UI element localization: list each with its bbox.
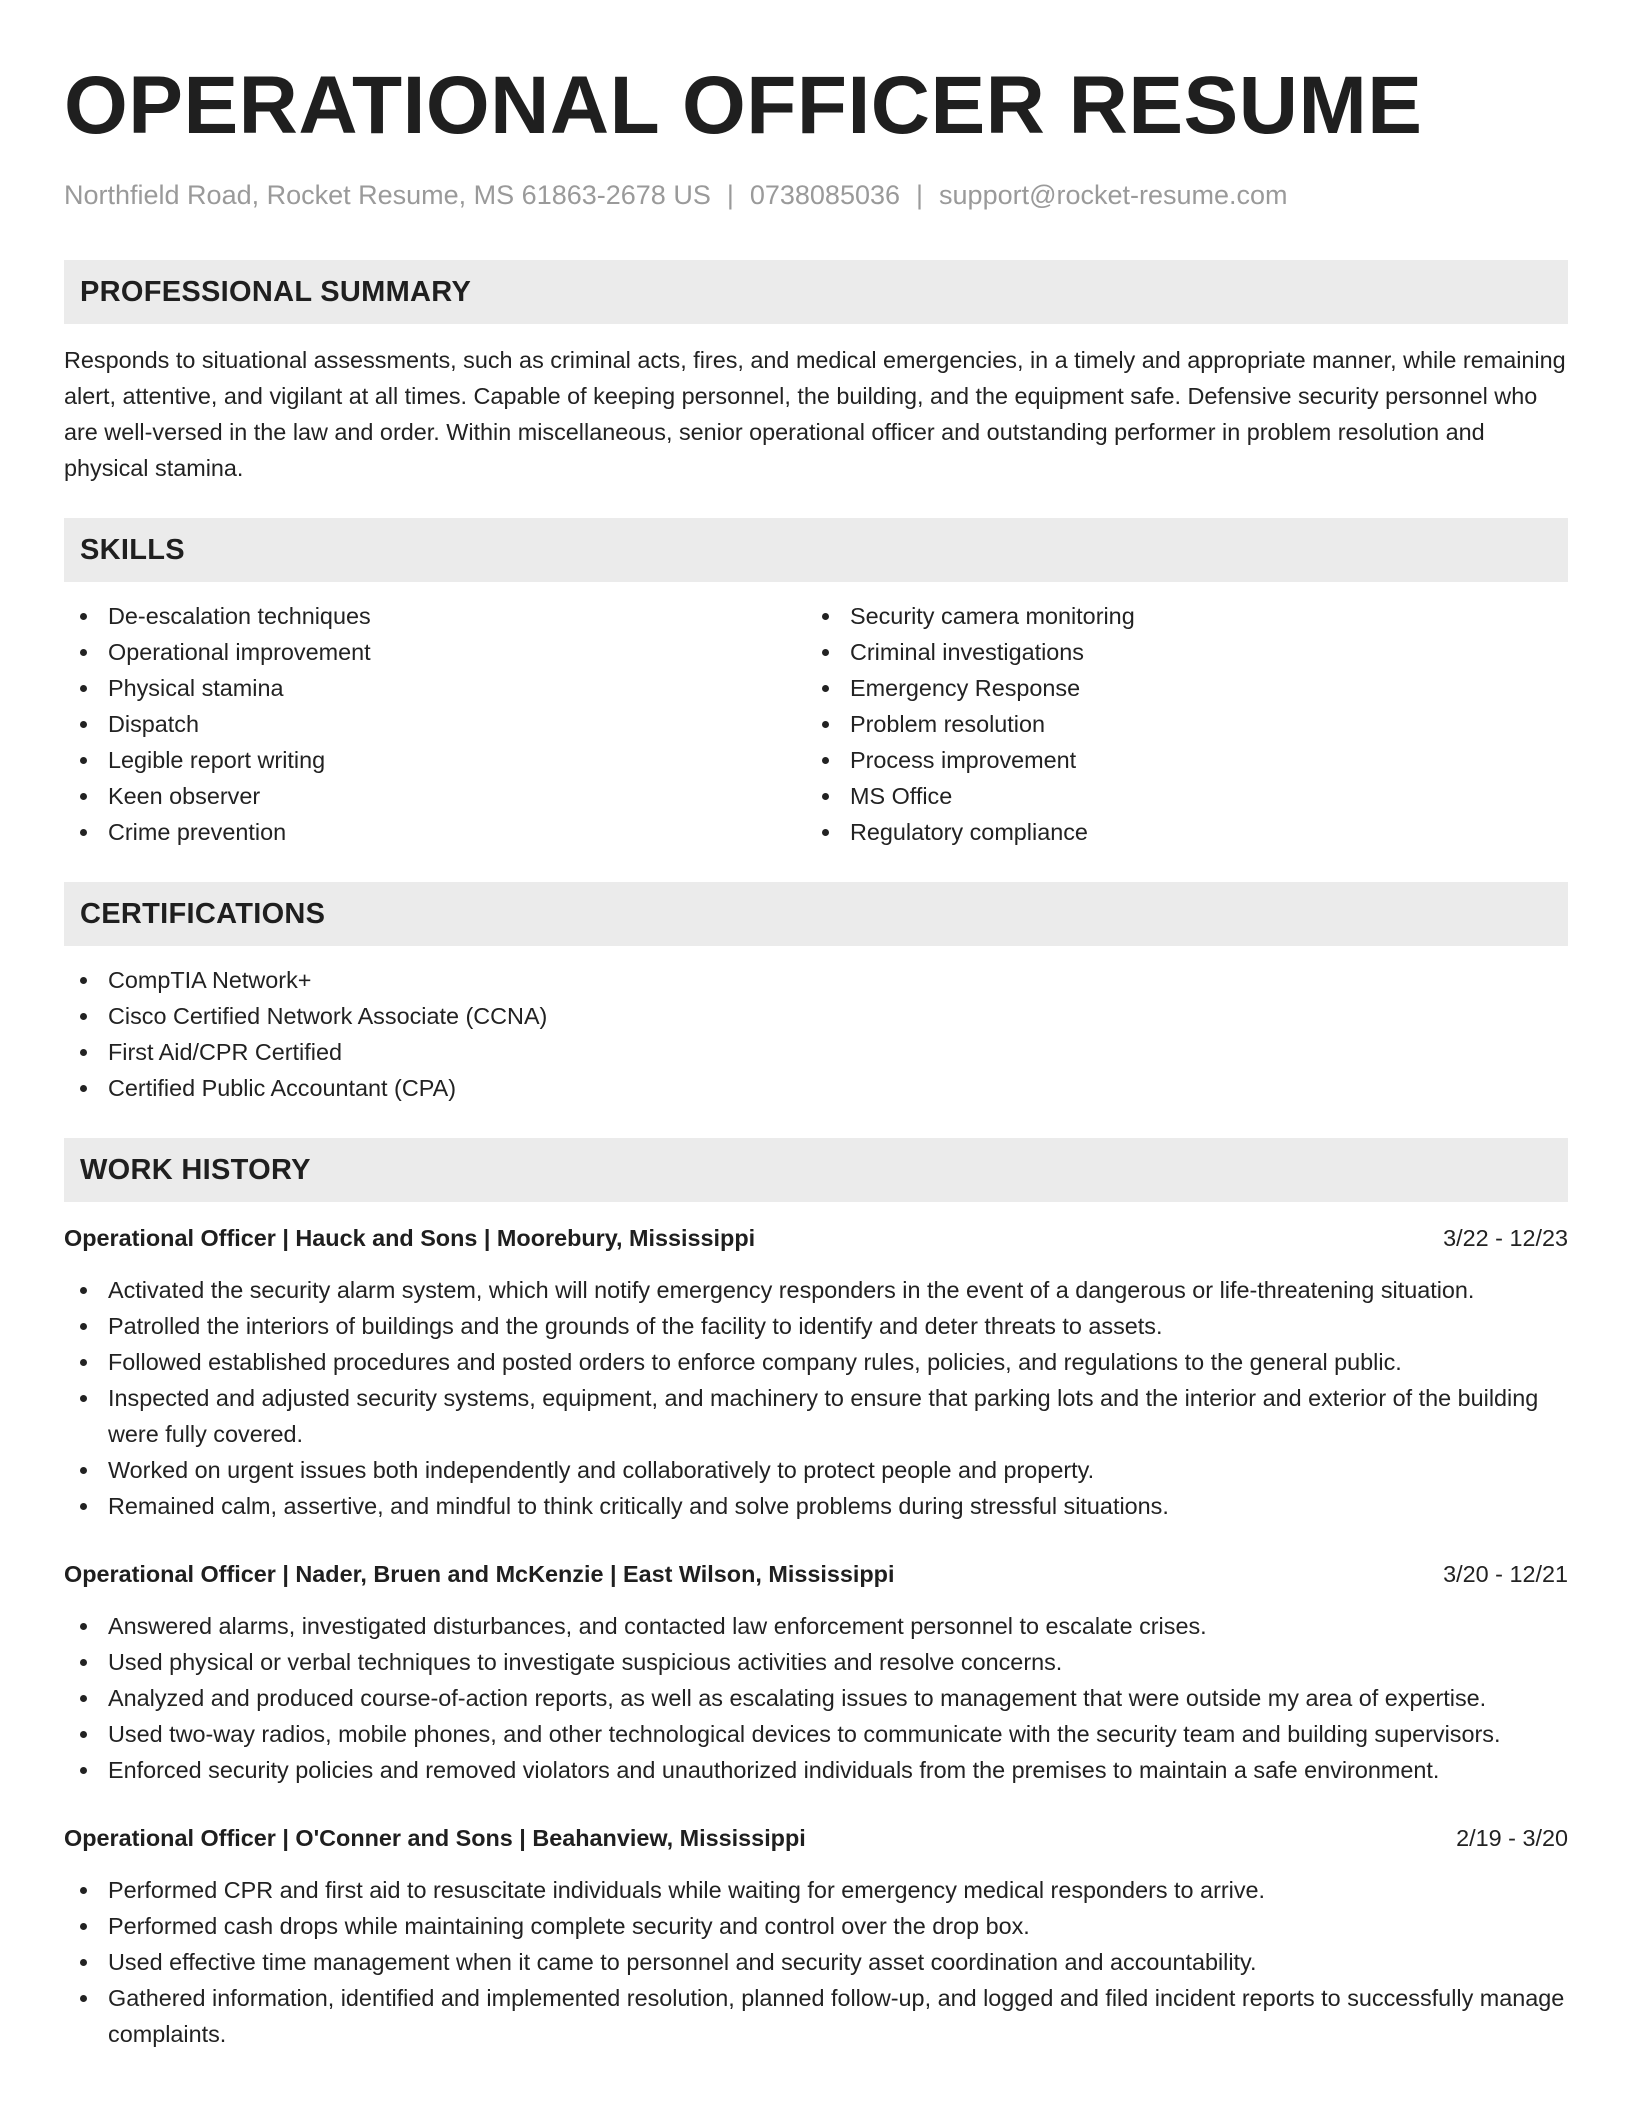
job-bullet: Inspected and adjusted security systems, equipment, and machinery to ensure that parking lots and the interior and exterior of the building were fully covered.	[64, 1380, 1568, 1452]
job-header	[64, 1220, 1568, 1256]
certification-item: CompTIA Network+	[64, 962, 1568, 998]
job-bullet: Followed established procedures and posted orders to enforce company rules, policies, and regulations to the general public.	[64, 1344, 1568, 1380]
skill-item: De-escalation techniques	[64, 598, 806, 634]
job-title: Operational Officer | Hauck and Sons | Moorebury, Mississippi	[64, 1225, 756, 1251]
skills-right-column	[806, 598, 1548, 850]
skill-item: Regulatory compliance	[806, 814, 1548, 850]
certifications-list	[64, 962, 1568, 1106]
job-entry	[64, 1220, 1568, 1524]
job-bullet: Analyzed and produced course-of-action reports, as well as escalating issues to management that were outside my area of expertise.	[64, 1680, 1568, 1716]
skills-grid	[64, 598, 1568, 850]
job-title: Operational Officer | O'Conner and Sons | Beahanview, Mississippi	[64, 1825, 806, 1851]
skill-item: Criminal investigations	[806, 634, 1548, 670]
skill-item: Crime prevention	[64, 814, 806, 850]
job-bullet: Performed CPR and first aid to resuscitate individuals while waiting for emergency medical responders to arrive.	[64, 1872, 1568, 1908]
job-dates: 3/22 - 12/23	[1443, 1225, 1568, 1251]
skills-left-column	[64, 598, 806, 850]
job-bullet: Enforced security policies and removed violators and unauthorized individuals from the premises to maintain a safe environment.	[64, 1752, 1568, 1788]
job-bullets	[64, 1872, 1568, 2052]
skill-item: Emergency Response	[806, 670, 1548, 706]
job-bullet: Worked on urgent issues both independently and collaboratively to protect people and property.	[64, 1452, 1568, 1488]
skill-item: Keen observer	[64, 778, 806, 814]
skill-item: Dispatch	[64, 706, 806, 742]
work-history-heading: WORK HISTORY	[64, 1138, 1568, 1202]
skill-item: Process improvement	[806, 742, 1548, 778]
contact-email: support@rocket-resume.com	[939, 180, 1288, 210]
job-bullet: Performed cash drops while maintaining complete security and control over the drop box.	[64, 1908, 1568, 1944]
contact-phone: 0738085036	[749, 180, 901, 210]
contact-address: Northfield Road, Rocket Resume, MS 61863-2678 US	[64, 180, 711, 210]
job-entry	[64, 1556, 1568, 1788]
job-bullet: Patrolled the interiors of buildings and the grounds of the facility to identify and deter threats to assets.	[64, 1308, 1568, 1344]
job-bullet: Gathered information, identified and implemented resolution, planned follow-up, and logged and filed incident reports to successfully manage complaints.	[64, 1980, 1568, 2052]
job-bullets	[64, 1608, 1568, 1788]
skill-item: Problem resolution	[806, 706, 1548, 742]
job-dates: 3/20 - 12/21	[1443, 1561, 1568, 1587]
job-bullet: Remained calm, assertive, and mindful to think critically and solve problems during stressful situations.	[64, 1488, 1568, 1524]
certification-item: First Aid/CPR Certified	[64, 1034, 1568, 1070]
contact-separator: |	[916, 180, 924, 210]
job-bullet: Used effective time management when it came to personnel and security asset coordination and accountability.	[64, 1944, 1568, 1980]
job-bullet: Activated the security alarm system, which will notify emergency responders in the event of a dangerous or life-threatening situation.	[64, 1272, 1568, 1308]
skills-heading: SKILLS	[64, 518, 1568, 582]
skill-item: Security camera monitoring	[806, 598, 1548, 634]
job-header	[64, 1820, 1568, 1856]
certification-item: Certified Public Accountant (CPA)	[64, 1070, 1568, 1106]
job-bullet: Used two-way radios, mobile phones, and other technological devices to communicate with the security team and building supervisors.	[64, 1716, 1568, 1752]
job-bullet: Used physical or verbal techniques to investigate suspicious activities and resolve concerns.	[64, 1644, 1568, 1680]
job-title: Operational Officer | Nader, Bruen and McKenzie | East Wilson, Mississippi	[64, 1561, 895, 1587]
certification-item: Cisco Certified Network Associate (CCNA)	[64, 998, 1568, 1034]
certifications-heading: CERTIFICATIONS	[64, 882, 1568, 946]
skill-item: Legible report writing	[64, 742, 806, 778]
skill-item: MS Office	[806, 778, 1548, 814]
skill-item: Physical stamina	[64, 670, 806, 706]
job-bullets	[64, 1272, 1568, 1524]
summary-text: Responds to situational assessments, such as criminal acts, fires, and medical emergencies, in a timely and appropriate manner, while remaining alert, attentive, and vigilant at all times. Capable of keeping personnel, the building, and the equipment safe. Defensive security personnel who are well-versed in the law and order. Within miscellaneous, senior operational officer and outstanding performer in problem resolution and physical stamina.	[64, 347, 1566, 481]
contact-line	[64, 178, 1568, 212]
job-header	[64, 1556, 1568, 1592]
job-dates: 2/19 - 3/20	[1456, 1825, 1568, 1851]
skill-item: Operational improvement	[64, 634, 806, 670]
summary-heading: PROFESSIONAL SUMMARY	[64, 260, 1568, 324]
job-bullet: Answered alarms, investigated disturbances, and contacted law enforcement personnel to escalate crises.	[64, 1608, 1568, 1644]
job-entry	[64, 1820, 1568, 2052]
resume-title: OPERATIONAL OFFICER RESUME	[64, 60, 1423, 151]
contact-separator: |	[726, 180, 734, 210]
